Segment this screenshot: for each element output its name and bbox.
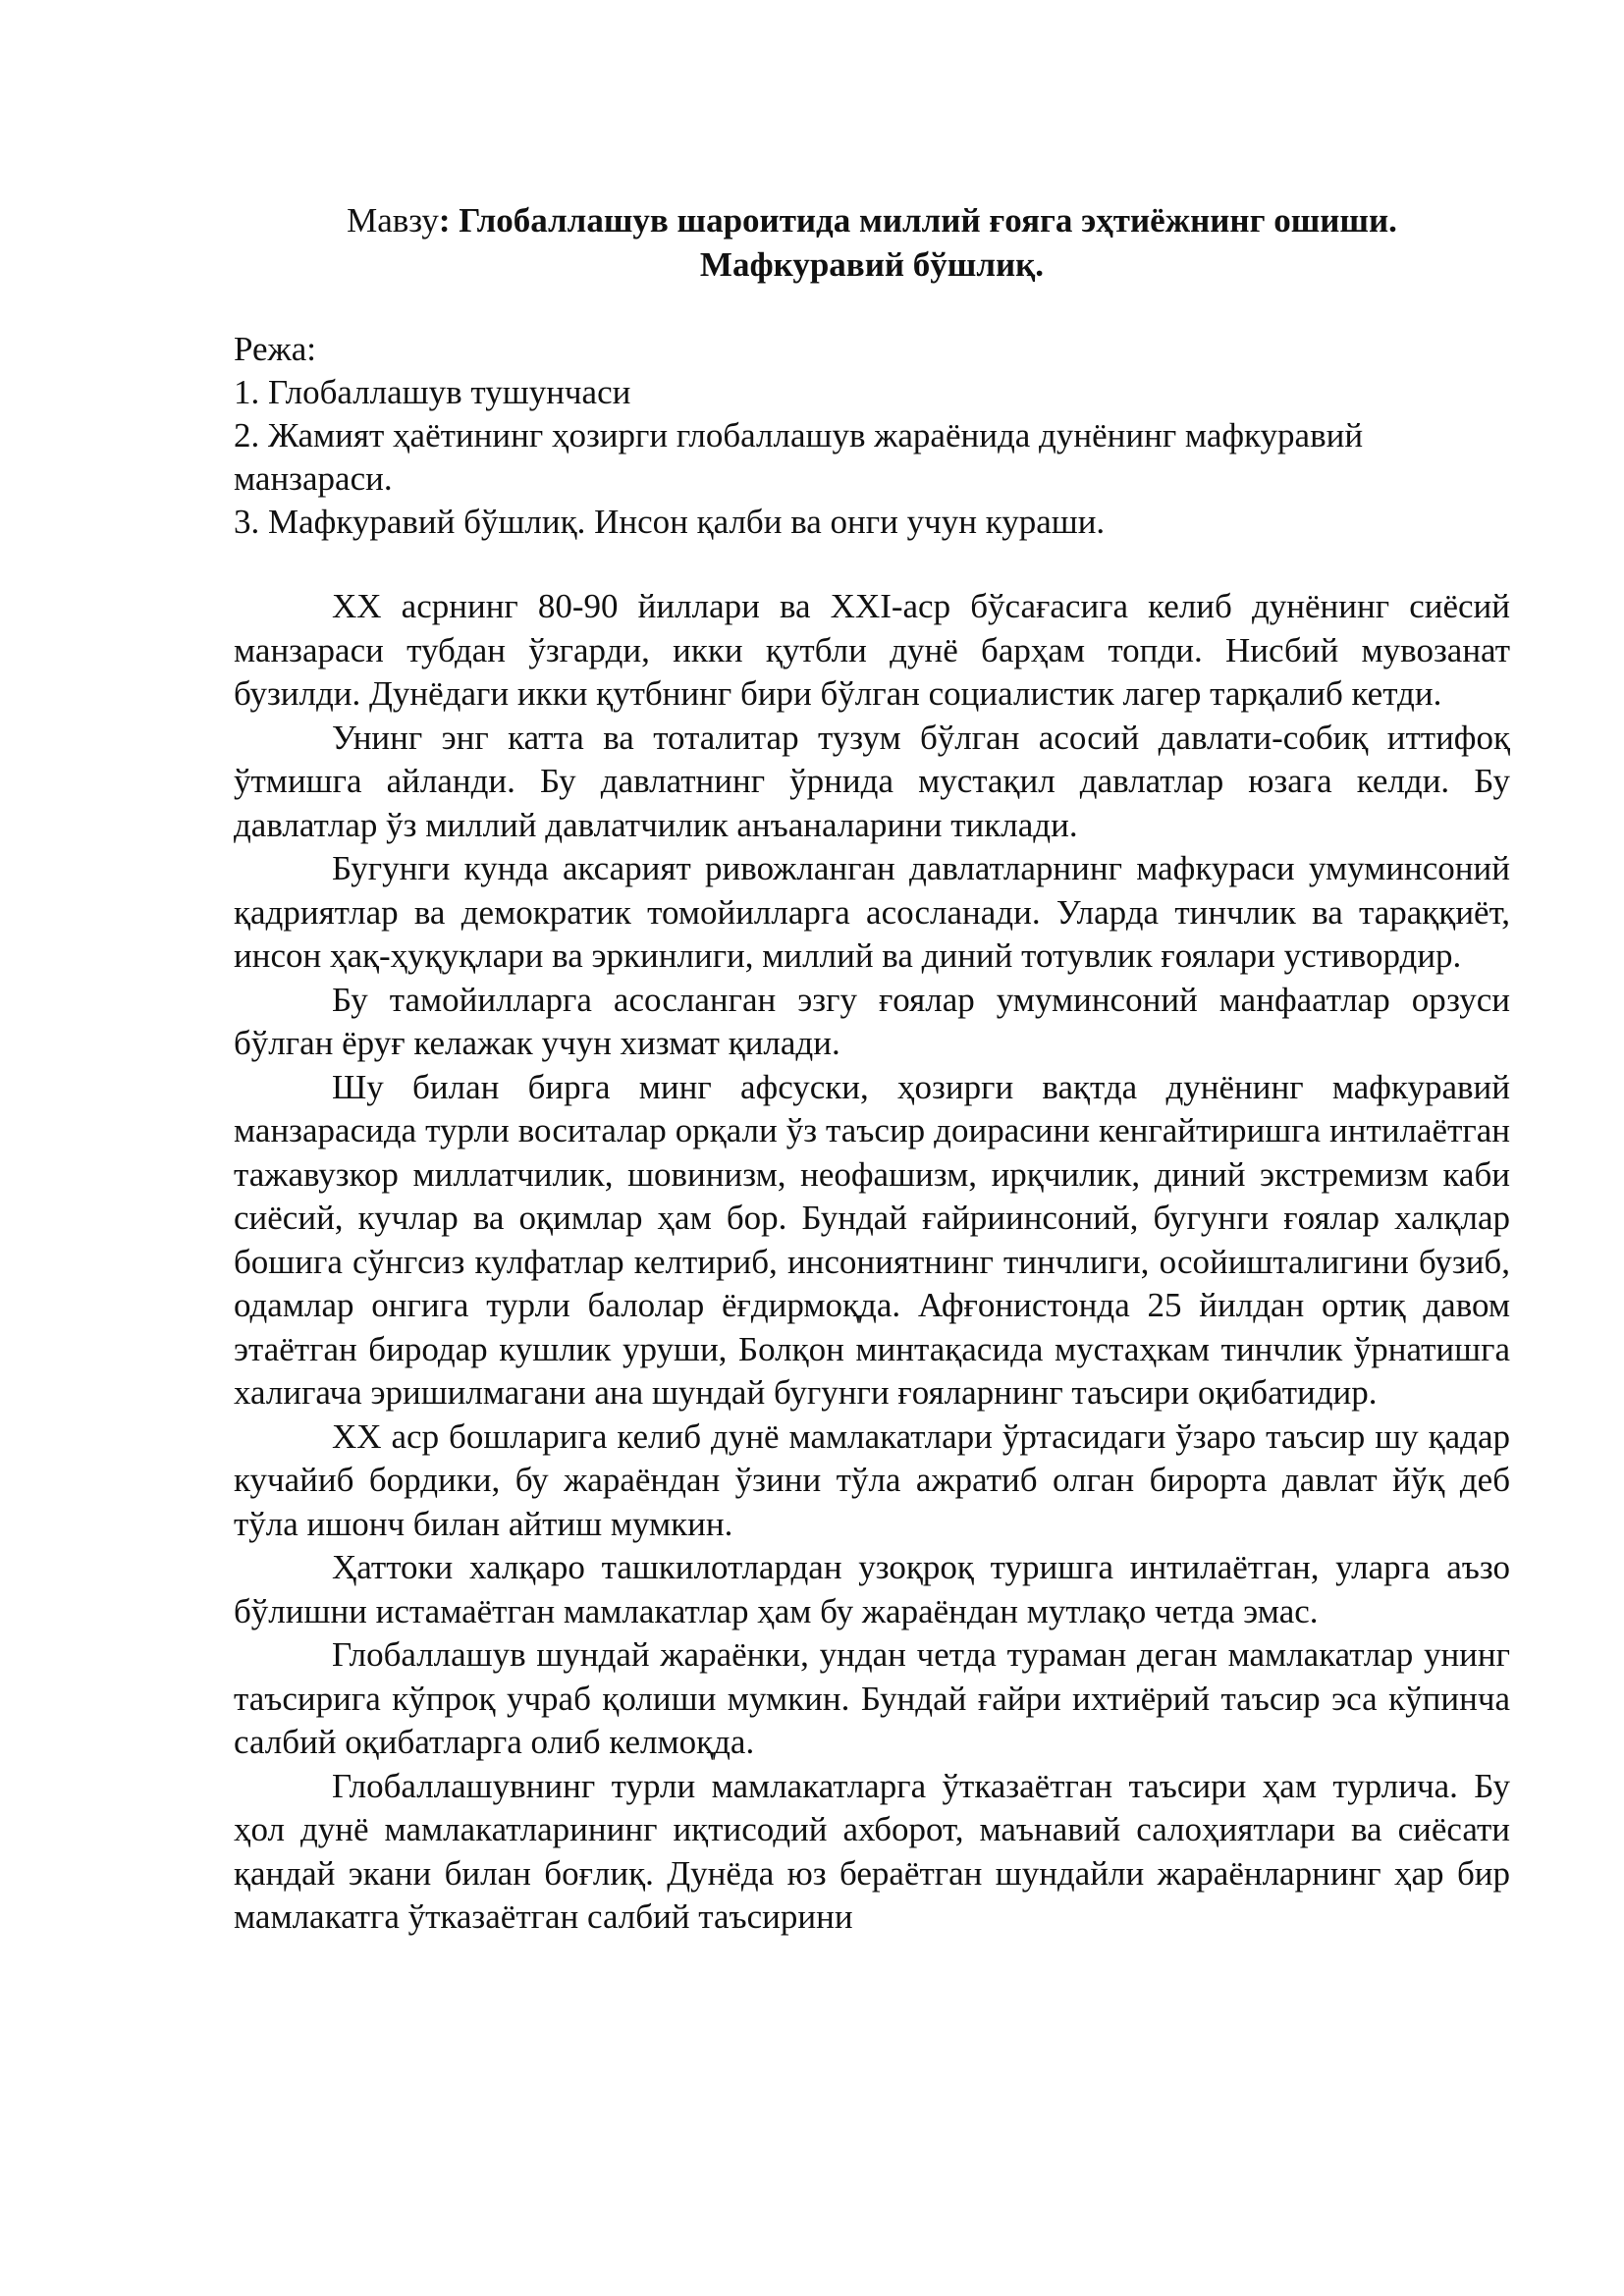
title-line-2: Мафкуравий бўшлиқ.: [699, 245, 1045, 284]
paragraph-7: Ҳаттоки халқаро ташкилотлардан узоқроқ туришга интилаётган, уларга аъзо бўлишни истамаётган мамлакатлар ҳам бу жараёндан мутлақо четда эмас.: [234, 1548, 1510, 1630]
plan-section: [234, 328, 1510, 544]
body-text: [234, 585, 1510, 1940]
paragraph-1: XX асрнинг 80-90 йиллари ва XXI-аср бўсағасига келиб дунёнинг сиёсий манзараси тубдан ўзгарди, икки қутбли дунё барҳам топди. Нисбий мувозанат бузилди. Дунёдаги икки қутбнинг бири бўлган социалистик лагер тарқалиб кетди.: [234, 587, 1510, 713]
document-page: [234, 198, 1510, 1940]
paragraph-9: Глобаллашувнинг турли мамлакатларга ўтказаётган таъсири ҳам турлича. Бу ҳол дунё мамлакатларининг иқтисодий ахборот, маънавий салоҳиятлари ва сиёсати қандай экани билан боғлиқ. Дунёда юз бераётган шундайли жараёнларнинг ҳар бир мамлакатга ўтказаётган салбий таъсирини: [234, 1766, 1510, 1936]
paragraph-6: XX аср бошларига келиб дунё мамлакатлари ўртасидаги ўзаро таъсир шу қадар кучайиб бордики, бу жараёндан ўзини тўла ажратиб олган бирорта давлат йўқ деб тўла ишонч билан айтиш мумкин.: [234, 1416, 1510, 1543]
plan-heading: Режа:: [234, 330, 316, 368]
paragraph-8: Глобаллашув шундай жараёнки, ундан четда тураман деган мамлакатлар унинг таъсирига кўпроқ учраб қолиши мумкин. Бундай ғайри ихтиёрий таъсир эса кўпинча салбий оқибатларга олиб келмоқда.: [234, 1635, 1510, 1761]
plan-item-3: 3. Мафкуравий бўшлиқ. Инсон қалби ва онги учун кураши.: [234, 503, 1106, 541]
plan-item-2: 2. Жамият ҳаётининг ҳозирги глобаллашув жараёнида дунёнинг мафкуравий манзараси.: [234, 416, 1364, 498]
paragraph-2: Унинг энг катта ва тоталитар тузум бўлган асосий давлати-собиқ иттифоқ ўтмишга айланди. Бу давлатнинг ўрнида мустақил давлатлар юзага келди. Бу давлатлар ўз миллий давлатчилик анъаналарини тиклади.: [234, 718, 1510, 844]
paragraph-4: Бу тамойилларга асосланган эзгу ғоялар умуминсоний манфаатлар орзуси бўлган ёруғ келажак учун хизмат қилади.: [234, 980, 1510, 1062]
paragraph-3: Бугунги кунда аксарият ривожланган давлатларнинг мафкураси умуминсоний қадриятлар ва демократик томойилларга асосланади. Уларда тинчлик ва тараққиёт, инсон ҳақ-ҳуқуқлари ва эркинлиги, миллий ва диний тотувлик ғоялари устивордир.: [234, 849, 1510, 975]
document-title: [234, 198, 1510, 287]
plan-item-1: 1. Глобаллашув тушунчаси: [234, 373, 631, 411]
title-text-line1: : Глобаллашув шароитида миллий ғояга эҳтиёжнинг ошиши.: [438, 201, 1397, 240]
title-line-1: [234, 198, 1510, 242]
title-lead: Мавзу: [347, 201, 439, 240]
paragraph-5: Шу билан бирга минг афсуски, ҳозирги вақтда дунёнинг мафкуравий манзарасида турли воситалар орқали ўз таъсир доирасини кенгайтиришга интилаётган тажавузкор миллатчилик, шовинизм, неофашизм, ирқчилик, диний экстремизм каби сиёсий, кучлар ва оқимлар ҳам бор. Бундай ғайриинсоний, бугунги ғоялар халқлар бошига сўнгсиз кулфатлар келтириб, инсониятнинг тинчлиги, осойишталигини бузиб, одамлар онгига турли балолар ёғдирмоқда. Афғонистонда 25 йилдан ортиқ давом этаётган биродар кушлик уруши, Болқон минтақасида мустаҳкам тинчлик ўрнатишга халигача эришилмагани ана шундай бугунги ғояларнинг таъсири оқибатидир.: [234, 1067, 1510, 1412]
